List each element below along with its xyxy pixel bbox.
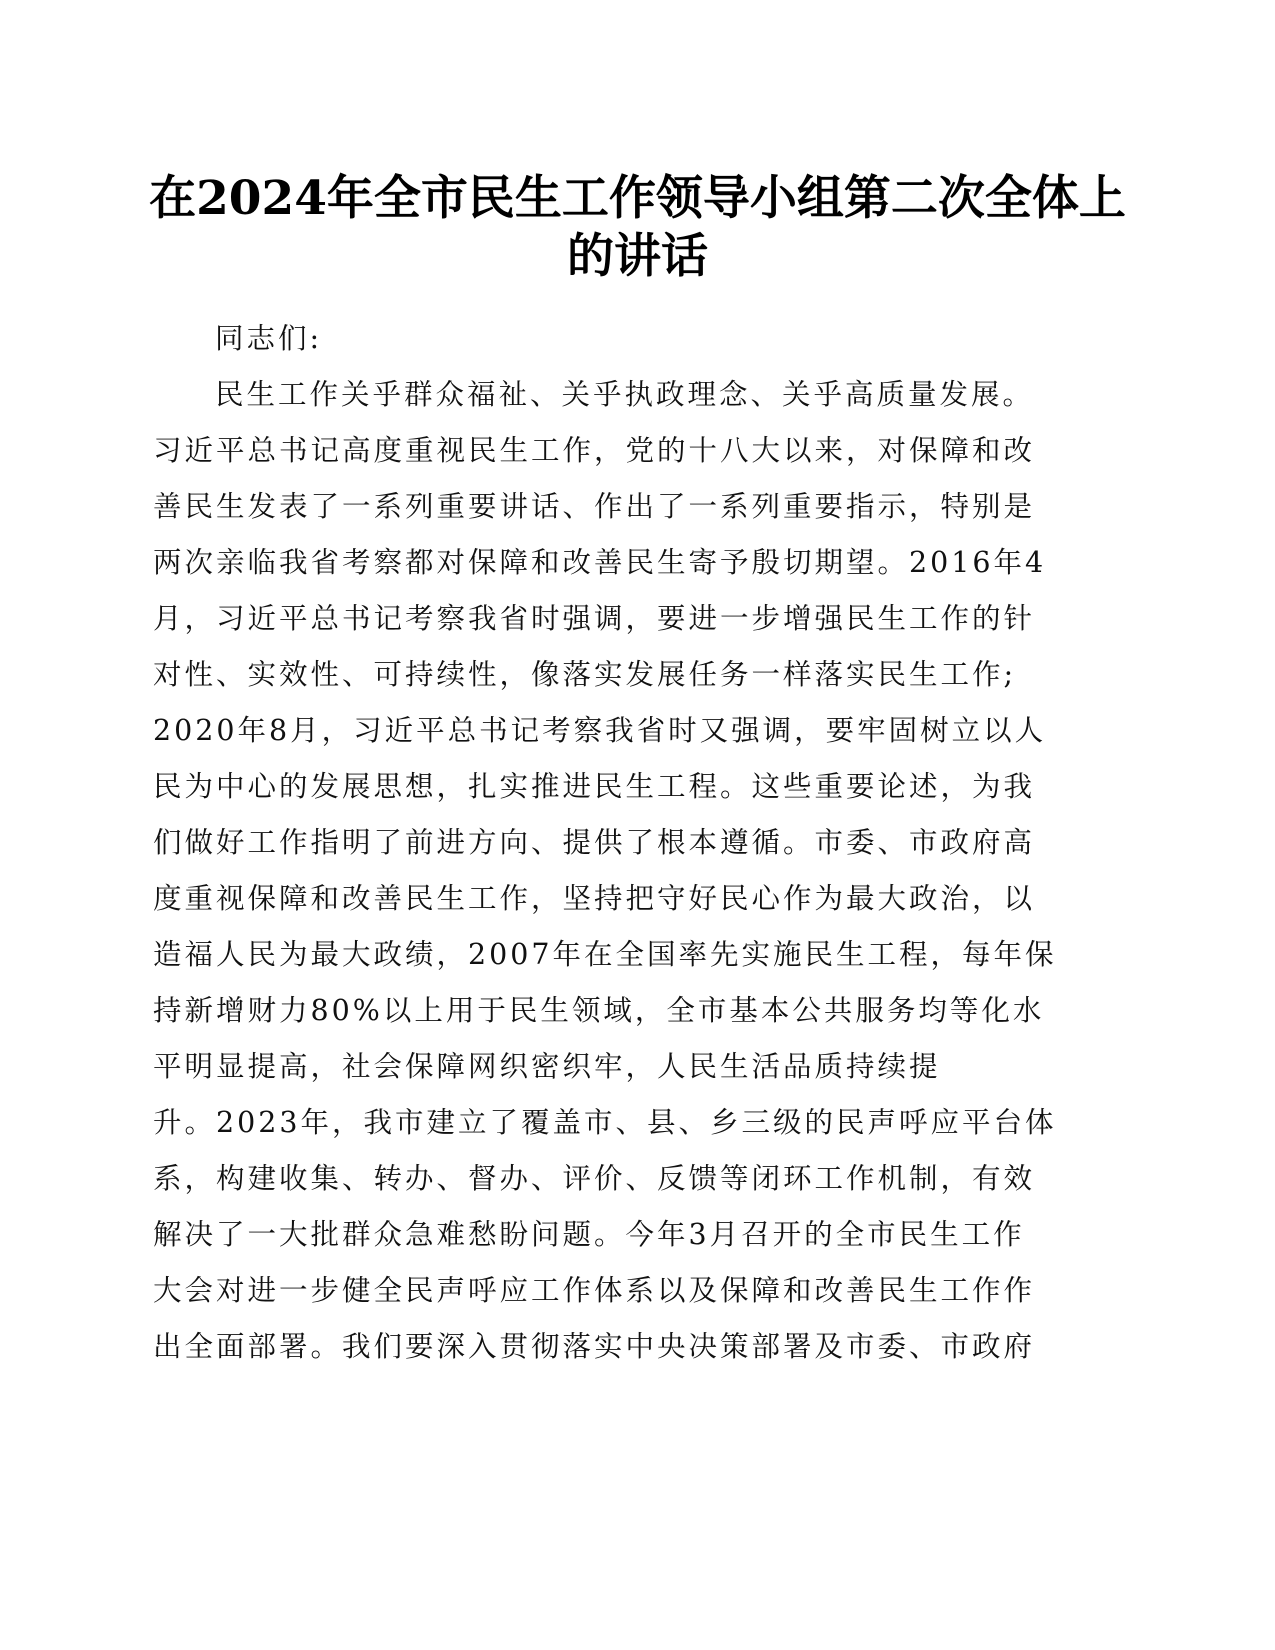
- paragraph-line: 升。2023年，我市建立了覆盖市、县、乡三级的民声呼应平台体: [153, 1106, 1057, 1139]
- title-line-2: 的讲话: [567, 229, 708, 284]
- document-body: [153, 311, 1057, 1375]
- paragraph-line: 造福人民为最大政绩，2007年在全国率先实施民生工程，每年保: [153, 938, 1057, 971]
- paragraph-line: 大会对进一步健全民声呼应工作体系以及保障和改善民生工作作: [153, 1274, 1036, 1307]
- paragraph-line: 们做好工作指明了前进方向、提供了根本遵循。市委、市政府高: [153, 826, 1036, 859]
- paragraph-line: 对性、实效性、可持续性，像落实发展任务一样落实民生工作;: [153, 658, 1017, 691]
- salutation: 同志们:: [215, 322, 323, 355]
- paragraph-line: 月，习近平总书记考察我省时强调，要进一步增强民生工作的针: [153, 602, 1036, 635]
- paragraph-line: 度重视保障和改善民生工作，坚持把守好民心作为最大政治，以: [153, 882, 1036, 915]
- title-line-1: 在2024年全市民生工作领导小组第二次全体上: [149, 171, 1126, 226]
- document-title: [140, 170, 1135, 286]
- paragraph-line: 习近平总书记高度重视民生工作，党的十八大以来，对保障和改: [153, 434, 1036, 467]
- paragraph-line: 2020年8月，习近平总书记考察我省时又强调，要牢固树立以人: [153, 714, 1047, 747]
- paragraph-line: 民生工作关乎群众福祉、关乎执政理念、关乎高质量发展。: [215, 378, 1035, 411]
- paragraph-line: 出全面部署。我们要深入贯彻落实中央决策部署及市委、市政府: [153, 1330, 1036, 1363]
- paragraph-line: 解决了一大批群众急难愁盼问题。今年3月召开的全市民生工作: [153, 1218, 1025, 1251]
- paragraph-line: 系，构建收集、转办、督办、评价、反馈等闭环工作机制，有效: [153, 1162, 1036, 1195]
- paragraph-line: 两次亲临我省考察都对保障和改善民生寄予殷切期望。2016年4: [153, 546, 1047, 579]
- paragraph-line: 持新增财力80%以上用于民生领域，全市基本公共服务均等化水: [153, 994, 1045, 1027]
- paragraph-line: 善民生发表了一系列重要讲话、作出了一系列重要指示，特别是: [153, 490, 1036, 523]
- paragraph-line: 民为中心的发展思想，扎实推进民生工程。这些重要论述，为我: [153, 770, 1036, 803]
- paragraph-line: 平明显提高，社会保障网织密织牢，人民生活品质持续提: [153, 1050, 941, 1083]
